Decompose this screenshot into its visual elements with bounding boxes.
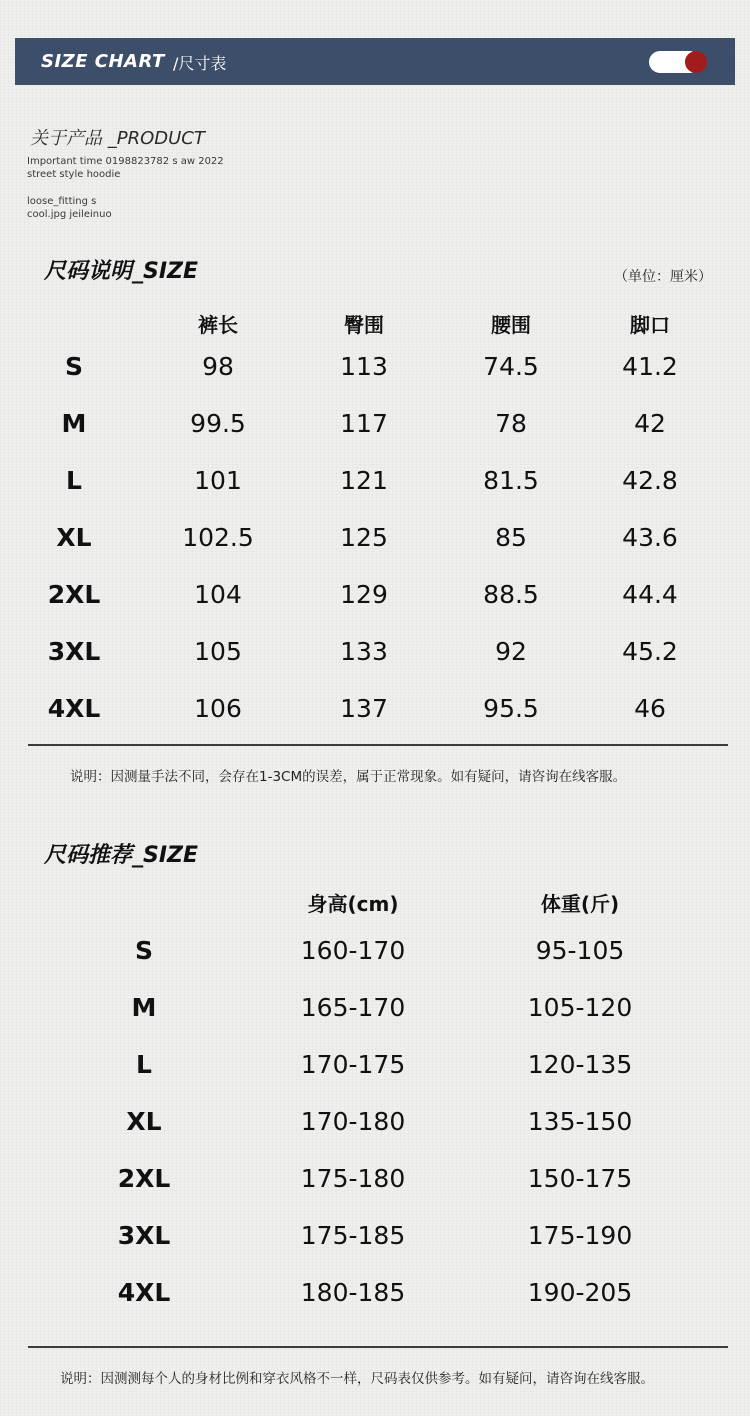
column-header: 身高(cm) [307,892,399,916]
table-cell: 98 [202,352,234,381]
table-cell: 99.5 [190,409,246,438]
size-label: S [64,352,84,381]
size-label: 2XL [117,1164,171,1193]
product-line: loose_fitting s [27,196,97,207]
size-label: L [66,466,82,495]
table-cell: 133 [340,637,388,666]
table-cell: 113 [340,352,388,381]
size-label: 2XL [47,580,101,609]
table-cell: 43.6 [622,523,678,552]
table-cell: 81.5 [483,466,539,495]
table-cell: 42 [634,409,666,438]
table-cell: 125 [340,523,388,552]
table-cell: 137 [340,694,388,723]
recommend-table-note: 说明：因测测每个人的身材比例和穿衣风格不一样，尺码表仅供参考。如有疑问，请咨询在线客服。 [60,1371,654,1387]
table-cell: 135-150 [527,1107,633,1136]
table-cell: 175-185 [300,1221,406,1250]
column-header: 臀围 [344,313,384,337]
table-cell: 42.8 [622,466,678,495]
recommend-table-title: 尺码推荐_SIZE [44,843,199,868]
size-label: XL [56,523,92,552]
column-header: 体重(斤) [540,892,620,916]
table-cell: 121 [340,466,388,495]
product-line: cool.jpg jeileinuo [27,209,112,220]
divider [28,744,728,746]
header-title-en: SIZE CHART [41,51,165,72]
table-cell: 170-175 [300,1050,406,1079]
table-cell: 85 [495,523,527,552]
size-table-note: 说明：因测量手法不同，会存在1-3CM的误差，属于正常现象。如有疑问，请咨询在线客服。 [70,769,627,785]
table-cell: 165-170 [300,993,406,1022]
unit-note: （单位：厘米） [614,269,712,285]
size-label: M [131,993,157,1022]
product-line: street style hoodie [27,169,121,180]
header-title-cn: /尺寸表 [173,54,227,73]
divider [28,1346,728,1348]
size-label: M [61,409,87,438]
table-cell: 170-180 [300,1107,406,1136]
table-cell: 104 [194,580,242,609]
toggle-knob [685,51,707,73]
product-line: Important time 0198823782 s aw 2022 [27,156,224,167]
size-label: 3XL [47,637,101,666]
table-cell: 95.5 [483,694,539,723]
table-cell: 92 [495,637,527,666]
table-cell: 105 [194,637,242,666]
table-cell: 180-185 [300,1278,406,1307]
table-cell: 74.5 [483,352,539,381]
column-header: 脚口 [630,313,670,337]
size-label: L [136,1050,152,1079]
table-cell: 105-120 [527,993,633,1022]
table-cell: 46 [634,694,666,723]
size-label: 4XL [47,694,101,723]
table-cell: 101 [194,466,242,495]
table-cell: 95-105 [535,936,625,965]
table-cell: 190-205 [527,1278,633,1307]
header-bar [15,38,735,85]
column-header: 裤长 [198,313,238,337]
table-cell: 106 [194,694,242,723]
product-title: 关于产品 _PRODUCT [30,128,205,149]
table-cell: 175-180 [300,1164,406,1193]
table-cell: 120-135 [527,1050,633,1079]
table-cell: 175-190 [527,1221,633,1250]
size-label: XL [126,1107,162,1136]
table-cell: 117 [340,409,388,438]
table-cell: 150-175 [527,1164,633,1193]
table-cell: 45.2 [622,637,678,666]
size-label: 4XL [117,1278,171,1307]
table-cell: 129 [340,580,388,609]
size-label: S [134,936,154,965]
table-cell: 78 [495,409,527,438]
table-cell: 44.4 [622,580,678,609]
table-cell: 41.2 [622,352,678,381]
column-header: 腰围 [491,313,531,337]
toggle-switch[interactable] [649,51,707,73]
table-cell: 160-170 [300,936,406,965]
table-cell: 88.5 [483,580,539,609]
size-table-title: 尺码说明_SIZE [44,259,199,284]
table-cell: 102.5 [182,523,254,552]
size-label: 3XL [117,1221,171,1250]
